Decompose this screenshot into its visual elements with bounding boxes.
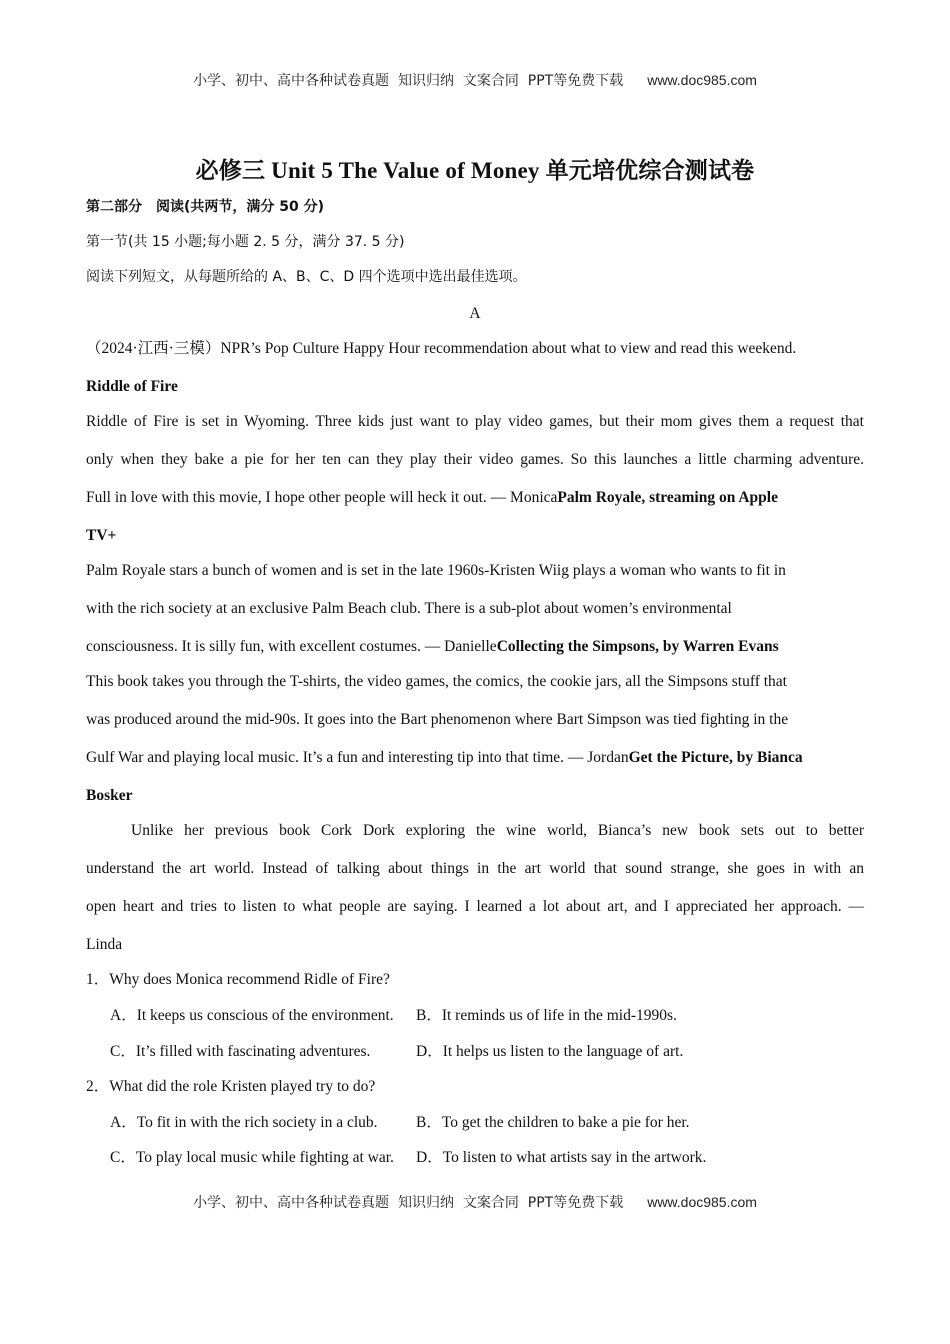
heading-get-the-picture-cont: Bosker xyxy=(86,787,133,804)
paragraph-line xyxy=(86,748,864,768)
passage-label: A xyxy=(469,305,481,322)
question-2-option-a: A．To fit in with the rich society in a club. xyxy=(110,1114,378,1131)
paragraph-line: Unlike her previous book Cork Dork exploring the wine world, Bianca’s new book sets out to better xyxy=(131,822,864,839)
instruction-text: 阅读下列短文，从每题所给的 A、B、C、D 四个选项中选出最佳选项。 xyxy=(86,269,527,285)
paragraph-line xyxy=(86,488,864,508)
heading-palm-royale-cont: TV+ xyxy=(86,527,117,544)
paragraph-line: with the rich society at an exclusive Palm Beach club. There is a sub-plot about women’s environmental xyxy=(86,600,732,617)
paragraph-text: Full in love with this movie, I hope other people will heck it out. — Monica xyxy=(86,489,558,506)
paragraph-line: Riddle of Fire is set in Wyoming. Three kids just want to play video games, but their mom gives them a request that xyxy=(86,413,864,430)
paragraph-line: only when they bake a pie for her ten can they play their video games. So this launches a little charming adventure. xyxy=(86,451,864,468)
question-2-option-d: D．To listen to what artists say in the artwork. xyxy=(416,1149,707,1166)
paragraph-line: Linda xyxy=(86,936,123,953)
paragraph-text: Gulf War and playing local music. It’s a fun and interesting tip into that time. — Jordan xyxy=(86,749,629,766)
question-2-stem: 2．What did the role Kristen played try to do? xyxy=(86,1078,376,1095)
heading-get-the-picture: Get the Picture, by Bianca xyxy=(628,749,803,766)
paragraph-text: consciousness. It is silly fun, with excellent costumes. — Danielle xyxy=(86,638,497,655)
section-part-heading: 第二部分 阅读(共两节，满分 50 分) xyxy=(86,199,325,215)
paragraph-line: Palm Royale stars a bunch of women and is set in the late 1960s-Kristen Wiig plays a woman who wants to fit in xyxy=(86,562,786,579)
paragraph-line: was produced around the mid-90s. It goes into the Bart phenomenon where Bart Simpson was tied fighting in the xyxy=(86,711,789,728)
page-footer xyxy=(0,1192,950,1212)
question-1-stem: 1．Why does Monica recommend Ridle of Fire? xyxy=(86,971,390,988)
question-2-option-c: C．To play local music while fighting at war. xyxy=(110,1149,394,1166)
paragraph-line xyxy=(86,637,864,657)
question-1-option-a: A．It keeps us conscious of the environment. xyxy=(110,1007,394,1024)
heading-palm-royale: Palm Royale, streaming on Apple xyxy=(557,489,778,506)
passage-intro: （2024·江西·三模）NPR’s Pop Culture Happy Hour recommendation about what to view and read this weekend. xyxy=(86,340,797,357)
paragraph-line: understand the art world. Instead of talking about things in the art world that sound strange, she goes in with an xyxy=(86,860,864,877)
header-text: 小学、初中、高中各种试卷真题 知识归纳 文案合同 PPT等免费下载 xyxy=(193,73,624,89)
question-2-option-b: B．To get the children to bake a pie for her. xyxy=(416,1114,690,1131)
question-1-option-b: B．It reminds us of life in the mid-1990s. xyxy=(416,1007,677,1024)
question-1-option-d: D．It helps us listen to the language of art. xyxy=(416,1043,684,1060)
header-url[interactable]: www.doc985.com xyxy=(647,72,757,88)
paragraph-line: This book takes you through the T-shirts, the video games, the comics, the cookie jars, all the Simpsons stuff that xyxy=(86,673,787,690)
heading-riddle-of-fire: Riddle of Fire xyxy=(86,378,178,395)
question-1-option-c: C．It’s filled with fascinating adventures. xyxy=(110,1043,371,1060)
page-title: 必修三 Unit 5 The Value of Money 单元培优综合测试卷 xyxy=(195,158,755,183)
heading-collecting-simpsons: Collecting the Simpsons, by Warren Evans xyxy=(496,638,779,655)
footer-url[interactable]: www.doc985.com xyxy=(647,1194,757,1210)
page-header xyxy=(0,70,950,90)
footer-text: 小学、初中、高中各种试卷真题 知识归纳 文案合同 PPT等免费下载 xyxy=(193,1195,624,1211)
subsection-heading: 第一节(共 15 小题;每小题 2. 5 分，满分 37. 5 分) xyxy=(86,234,405,250)
paragraph-line: open heart and tries to listen to what people are saying. I learned a lot about art, and I appreciated her approach. — xyxy=(86,898,864,915)
